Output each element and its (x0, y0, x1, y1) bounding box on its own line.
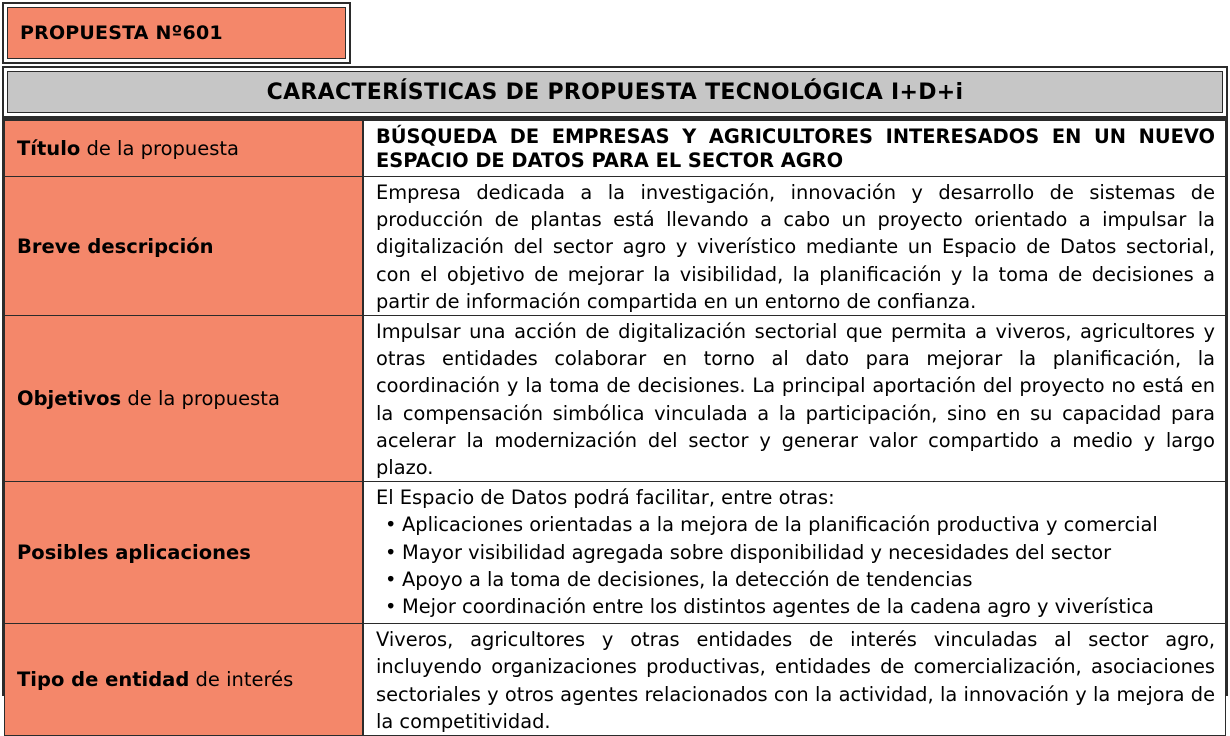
section-header-title: CARACTERÍSTICAS DE PROPUESTA TECNOLÓGICA I+D+i (7, 71, 1223, 113)
description-value: Empresa dedicada a la investigación, innovación y desarrollo de sistemas de producción de plantas está llevando a cabo un proyecto orientado a impulsar la digitalización del sector agro y viverístico mediante un Espacio de Datos sectorial, con el objetivo de mejorar la visibilidad, la planificación y la toma de decisiones a partir de información compartida en un entorno de confianza. (363, 177, 1226, 316)
applications-intro: El Espacio de Datos podrá facilitar, entre otras: (376, 486, 835, 510)
label-rest-text: de la propuesta (121, 387, 280, 411)
table-row-aplicaciones (5, 482, 1226, 624)
row-label-aplicaciones (5, 482, 364, 624)
list-item: • Aplicaciones orientadas a la mejora de la planificación productiva y comercial (376, 511, 1215, 538)
list-item: • Mayor visibilidad agregada sobre disponibilidad y necesidades del sector (376, 539, 1215, 566)
row-label-objetivos (5, 316, 364, 482)
table-row-entidad (5, 624, 1226, 736)
row-label-titulo (5, 121, 364, 177)
list-item: • Mejor coordinación entre los distintos agentes de la cadena agro y viverística (376, 593, 1215, 620)
label-bold-text: Tipo de entidad (17, 668, 190, 692)
table-row-descripcion (5, 177, 1226, 316)
applications-list (376, 511, 1215, 620)
proposal-table (2, 118, 1228, 733)
label-bold-text: Posibles aplicaciones (17, 541, 251, 565)
entity-type-value: Viveros, agricultores y otras entidades de interés vinculadas al sector agro, incluyendo organizaciones productivas, entidades de comercialización, asociaciones sectoriales y otros agentes relacionados con la actividad, la innovación y la mejora de la competitividad. (363, 624, 1226, 736)
label-bold-text: Objetivos (17, 387, 122, 411)
row-label-entidad (5, 624, 364, 736)
proposal-number: PROPUESTA Nº601 (7, 7, 346, 59)
applications-value (363, 482, 1226, 624)
proposal-number-box (2, 2, 351, 64)
row-label-descripcion (5, 177, 364, 316)
label-bold-text: Título (17, 137, 81, 160)
objectives-value: Impulsar una acción de digitalización sectorial que permita a viveros, agricultores y otras entidades colaborar en torno al dato para mejorar la planificación, la coordinación y la toma de decisiones. La principal aportación del proyecto no está en la compensación simbólica vinculada a la participación, sino en su capacidad para acelerar la modernización del sector y generar valor compartido a medio y largo plazo. (363, 316, 1226, 482)
table-row-objetivos (5, 316, 1226, 482)
label-rest-text: de interés (189, 668, 294, 692)
label-bold-text: Breve descripción (17, 234, 214, 258)
label-rest-text: de la propuesta (80, 137, 240, 160)
proposal-title-value: BÚSQUEDA DE EMPRESAS Y AGRICULTORES INTERESADOS EN UN NUEVO ESPACIO DE DATOS PARA EL SECTOR AGRO (363, 121, 1226, 177)
list-item: • Apoyo a la toma de decisiones, la detección de tendencias (376, 566, 1215, 593)
table-row-titulo (5, 121, 1226, 177)
section-header-box (2, 66, 1228, 118)
